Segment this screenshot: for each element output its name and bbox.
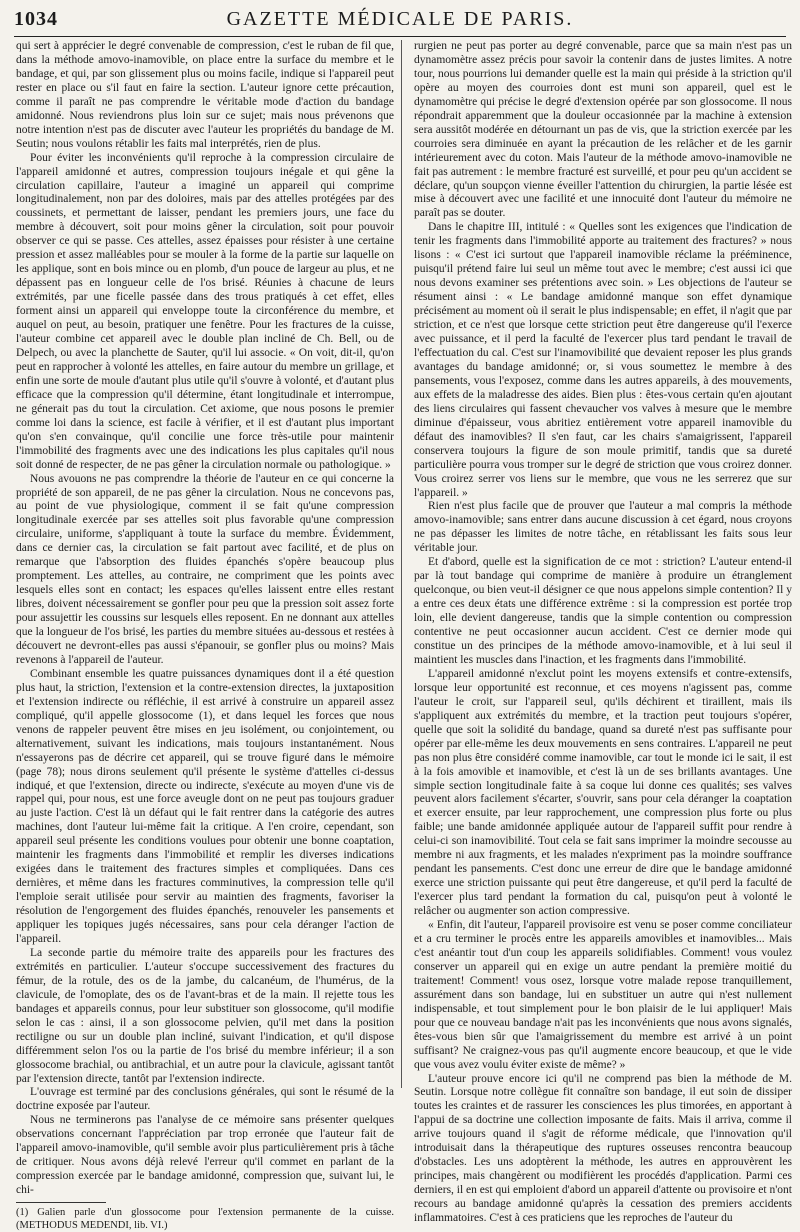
left-column (16, 40, 394, 1232)
paragraph: Dans le chapitre III, intitulé : « Quelles sont les exigences que l'indication de tenir les fragments dans l'immobilité apporte au traitement des fractures? » nous lisons : « C'est ici surtout que l'appareil inamovible réclame la prééminence, puisqu'il prétend faire lui seul un même tout avec le membre; c'est aussi ici que nous devons examiner ses prétentions avec soin. » Les objections de l'auteur se résument ainsi : « Le bandage amidonné manque son effet dynamique précisément au moment où il serait le plus indispensable; en effet, il n'agit que par striction, et ce n'est que lorsque cette striction peut être dangereuse qu'il l'exerce avec puissance, et il perd la faculté de l'exercer plus tard pendant le travail de l'effectuation du cal. C'est sur l'inamovibilité que devaient reposer les plus grands avantages du bandage amidonné; or, si vous soumettez le membre à des pansements, vous l'exposez, comme dans les autres appareils, à des mouvements, aux effets de la maladresse des aides. Bien plus : êtes-vous certain qu'en ajoutant des liens circulaires qui fassent chevaucher vos valves à mesure que le membre diminue d'épaisseur, vous abritiez entièrement votre appareil inamovible du défaut des inamovibles? Il s'en faut, car les chairs s'amaigrissent, l'appareil conservera toujours la figure de son moule primitif, tandis que sa dureté particulière pourra vous tromper sur le degré de striction que vous croirez donner. Vous croirez serrer vos liens sur le membre, que vous ne les serrerez que sur l'appareil. » (414, 221, 792, 499)
paragraph: L'ouvrage est terminé par des conclusions générales, qui sont le résumé de la doctrine exposée par l'auteur. (16, 1086, 394, 1113)
footnote-rule (16, 1202, 106, 1203)
paragraph: « Enfin, dit l'auteur, l'appareil provisoire est venu se poser comme conciliateur et a cru terminer le procès entre les appareils amovibles et inamovibles... Mais c'est anéantir tout d'un coup les appareils solidifiables. Comment! vous voulez conserver un appareil qui en exige un autre pendant la première moitié du traitement! Comment! vous osez, lorsque votre malade repose tranquillement, assurément dans son bandage, lui en substituer un autre qui n'est nullement indispensable, et tout simplement pour le bon plaisir de le lui appliquer! Mais pour que ce nouveau bandage n'ait pas les inconvénients que nous avons signalés, êtes-vous bien sûr que l'amaigrissement du membre est arrivé à un point suffisant? Ne craignez-vous pas qu'il augmente encore beaucoup, et que le vide que vous avez voulu éviter existe de même? » (414, 919, 792, 1071)
page-header (14, 6, 786, 37)
footnote: (1) Galien parle d'un glossocome pour l'extension permanente de la cuisse. (METHODUS MEDENDI, lib. VI.) (16, 1207, 394, 1232)
paragraph: Nous ne terminerons pas l'analyse de ce mémoire sans présenter quelques observations concernant l'appréciation par trop erronée que l'auteur fait de l'appareil amovo-inamovible, qu'il semble avoir plus particulièrement pris à tâche de critiquer. Nous avons déjà relevé l'erreur qu'il commet en parlant de la compression exercée par le bandage amidonné, compression que, suivant lui, le chi- (16, 1114, 394, 1197)
paragraph: qui sert à apprécier le degré convenable de compression, c'est le ruban de fil que, dans la méthode amovo-inamovible, on place entre la surface du membre et le bandage, et qui, par son glissement plus ou moins facile, indique si l'appareil peut rester en place ou s'il faut en faire la section. L'auteur ignore cette précaution, comme il paraît ne pas comprendre le véritable mode d'action du bandage amidonné. Nous reviendrons plus loin sur ce sujet; mais nous prévenons que notre intention n'est pas de discuter avec l'auteur les propriétés du bandage de M. Seutin; nous voulons rétablir les faits mal interprétés, rien de plus. (16, 40, 394, 150)
paragraph: L'auteur prouve encore ici qu'il ne comprend pas bien la méthode de M. Seutin. Lorsque notre collègue fit connaître son bandage, il eut soin de dissiper toutes les craintes et de rassurer les consciences les plus timorées, en apportant à l'appui de sa doctrine une collection imposante de faits. Mais il arriva, comme il arrive toujours quand il s'agit de réforme médicale, que l'innovation qu'il introduisait dans la thérapeutique des ruptures osseuses rencontra beaucoup d'obstacles. Les uns adoptèrent la méthode, les autres en approuvèrent les principes, mais changèrent ou modifièrent les procédés d'application. Parmi ces derniers, il en est qui emploient d'abord un appareil d'attente ou provisoire et n'ont recours au bandage amidonné qu'après la cessation des premiers accidents inflammatoires. C'est à ces praticiens que les reproches de l'auteur du (414, 1072, 792, 1225)
paragraph: Nous avouons ne pas comprendre la théorie de l'auteur en ce qui concerne la propriété de son appareil, de ne pas gêner la circulation. Nous ne concevons pas, au point de vue physiologique, comment il se fait qu'une compression longitudinale exercée par ses attelles soit plus favorable qu'une compression circulaire, uniforme, s'appliquant à toute la surface du membre. Évidemment, dans ce dernier cas, la circulation se fait partout avec facilité, et de plus on remarque que l'absorption des fluides épanchés s'opère beaucoup plus promptement. Les attelles, au contraire, ne compriment que les points avec lesquels elles sont en contact; les espaces qu'elles laissent entre elles restant libres, doivent nécessairement se gonfler pour peu que la pression soit assez forte pour assujettir les coussins sur lesquels elles reposent. En ne donnant aux attelles que la longueur de l'os brisé, les parties du membre situées au-dessous et restées à découvert ne devront-elles pas aussi s'épanouir, se gonfler plus ou moins? Mais revenons à l'appareil de l'auteur. (16, 472, 394, 666)
paragraph: L'appareil amidonné n'exclut point les moyens extensifs et contre-extensifs, lorsque leur opportunité est reconnue, et ces moyens n'agissent pas, comme l'auteur le croit, sur l'appareil seul, qu'ils déchirent et tiraillent, mais ils s'appliquent aux extrémités du membre, et la traction peut toujours s'opérer, quelle que soit la solidité du bandage, quand sa dureté n'est pas suffisante pour opérer par elle-même les deux mouvements en sens contraires. L'appareil ne peut pas non plus être considéré comme inamovible, car tout le monde ici le sait, il est à la fois amovible et inamovible, et c'est là un de ses brillants avantages. Une simple section longitudinale faite à sa coque lui donne ces qualités; ses valves peuvent alors facilement s'écarter, s'ouvrir, sans pour cela déranger la coaptation et exercer ensuite, par leur rapprochement, une compression plus forte ou plus faible; une bande amidonnée appliquée autour de l'appareil suffit pour rendre à celui-ci son inamovibilité. Tout cela se fait sans imprimer la moindre secousse au membre ni aux fragments, et les malades n'expriment pas la moindre souffrance pendant les pansements. C'est donc une erreur de dire que le bandage amidonné exerce une striction puissante qui peut être dangereuse, et qu'il perd la faculté de l'exercer plus tard pendant la formation du cal, puisqu'on peut à volonté le relâcher ou augmenter son action compressive. (414, 667, 792, 918)
journal-title: GAZETTE MÉDICALE DE PARIS. (226, 8, 574, 30)
right-column (414, 40, 792, 1225)
column-divider (401, 40, 402, 1088)
paragraph: Rien n'est plus facile que de prouver que l'auteur a mal compris la méthode amovo-inamovible; sans entrer dans aucune discussion à cet égard, nous croyons ne pas dépasser les limites de notre tâche, en rétablissant les faits sous leur véritable jour. (414, 500, 792, 555)
paragraph: Pour éviter les inconvénients qu'il reproche à la compression circulaire de l'appareil amidonné et autres, compression toujours inégale et qui gêne la circulation capillaire, l'auteur a imaginé un appareil qui comprime longitudinalement, non par des doloires, mais par des attelles protégées par des coussinets, et permettant de laisser, pendant les premiers jours, une face du membre à découvert, soit pour moins gêner la circulation, soit pour pouvoir observer ce qui se passe. Ces attelles, assez épaisses pour résister à une certaine pression et assez malléables pour se mouler à la forme de la partie sur laquelle on les applique, sont en bois mince ou en plomb, d'un pouce de largeur au plus, et ne dépassent pas en longueur celle de l'os brisé. Réunies à chacune de leurs extrémités, par une ficelle passée dans des trous pratiqués à cet effet, elles forment ainsi un appareil qui enveloppe toute la circonférence du membre, et auquel on peut, au besoin, pratiquer une fenêtre. Pour les fractures de la cuisse, l'auteur combine cet appareil avec le double plan incliné de Ch. Bell, ou de Delpech, ou avec la planchette de Sauter, qu'il lui associe. « On voit, dit-il, qu'on peut en rapprocher à volonté les attelles, en faire autour du membre un grillage, et enfin une sorte de moule d'autant plus utile qu'il s'ouvre à volonté, et d'autant plus efficace que la compression qu'il détermine, étant longitudinale et interrompue, ne génerait pas du tout la circulation. Cet axiome, que nous posons le premier comme loi dans la science, est facile à vérifier, et il est d'autant plus important qu'on s'en convainque, qu'il concilie une force très-utile pour maintenir l'immobilité des fragments avec une des indications les plus capitales qu'il nous soit donné de respecter, de ne pas gêner la circulation normale ou pathologique. » (16, 151, 394, 471)
paragraph: rurgien ne peut pas porter au degré convenable, parce que sa main n'est pas un dynamomètre assez précis pour savoir la contenir dans de justes limites. A notre tour, nous pourrions lui demander quelle est la main qui préside à la striction qu'il opère au moyen des courroies dont est muni son appareil, quel est le dynamomètre qui précise le degré d'extension opérée par son glossocome. Il nous répondrait apparemment que la douleur occasionnée par la machine à extension sera aussitôt modérée en détournant un pas de vis, que la striction exercée par les courroies sera diminuée en ayant la précaution de les relâcher et de les garnir intérieurement avec du coton. Mais l'auteur de la méthode amovo-inamovible ne fait pas autrement : le membre fracturé est surveillé, et pour peu qu'un accident se déclare, qu'un soupçon vienne éveiller l'attention du chirurgien, la partie lésée est mise à découvert avec une facilité et une innocuité dont l'auteur du mémoire ne paraît pas se douter. (414, 40, 792, 220)
paragraph: Et d'abord, quelle est la signification de ce mot : striction? L'auteur entend-il par là tout bandage qui comprime de manière à produire un étranglement quelconque, ou bien veut-il désigner ce que nous appelons simple contention? Il y a entre ces deux états une différence extrême : si la compression est portée trop loin, elle devient dangereuse, tandis que la simple contention ou compression contentive ne peut occasionner aucun accident. C'est ce dernier mode qui constitue un des principes de la méthode amovo-inamovible, et à lui seul il maintient les muscles dans l'inaction, et les fragments dans l'immobilité. (414, 556, 792, 666)
paragraph: Combinant ensemble les quatre puissances dynamiques dont il a été question plus haut, la striction, l'extension et la contre-extension directes, la juxtaposition et l'extension indirecte ou réfléchie, il est arrivé à construire un appareil assez compliqué, qu'il appelle glossocome (1), et dans lequel les forces que nous venons de rappeler peuvent être mises en jeu isolément, ou conjointement, ou alternativement, suivant les indications, mais toujours instantanément. Nous n'essayerons pas de décrire cet appareil, qui se trouve figuré dans le mémoire (page 78); nous dirons seulement qu'il présente le système d'attelles ci-dessus indiqué, et que l'extension, directe ou indirecte, s'exécute au moyen d'une vis de rappel qui, pour nous, est une force aveugle dont on ne peut pas toujours graduer au juste l'action. C'est là un défaut qui le fait rentrer dans la catégorie des autres machines, dont l'auteur lui-même fait la critique. A l'en croire, cependant, son appareil seul présente les conditions voulues pour obtenir une bonne coaptation, maintenir les fragments dans l'immobilité et remplir les diverses indications exigées dans le traitement des fractures simples et compliquées. Dans ces dernières, et même dans les fractures comminutives, la compression telle qu'il l'emploie serait utilisée pour servir au maintien des fragments, favoriser la résolution de l'engorgement des fluides épanchés, renouveler les pansements et appliquer les topiques jugés nécessaires, sans pour cela déranger l'action de l'appareil. (16, 667, 394, 945)
paragraph: La seconde partie du mémoire traite des appareils pour les fractures des extrémités en particulier. L'auteur s'occupe successivement des fractures du fémur, de la rotule, des os de la jambe, du calcanéum, de l'humérus, de la clavicule, de l'omoplate, des os de l'avant-bras et de la main. Il rejette tous les bandages et appareils connus, pour leur substituer son glossocome, qu'il modifie selon le cas : ainsi, il a son glossocome pelvien, qu'il met dans la position rectiligne ou sur un double plan incliné, suivant l'indication, et qu'il dispose différemment selon l'os ou la partie de l'os brisé du membre inférieur; il a son glossocome brachial, ou antibrachial, et un autre pour la clavicule, agissant tantôt par l'extension directe, tantôt par l'extension indirecte. (16, 946, 394, 1085)
page-number: 1034 (14, 8, 58, 30)
